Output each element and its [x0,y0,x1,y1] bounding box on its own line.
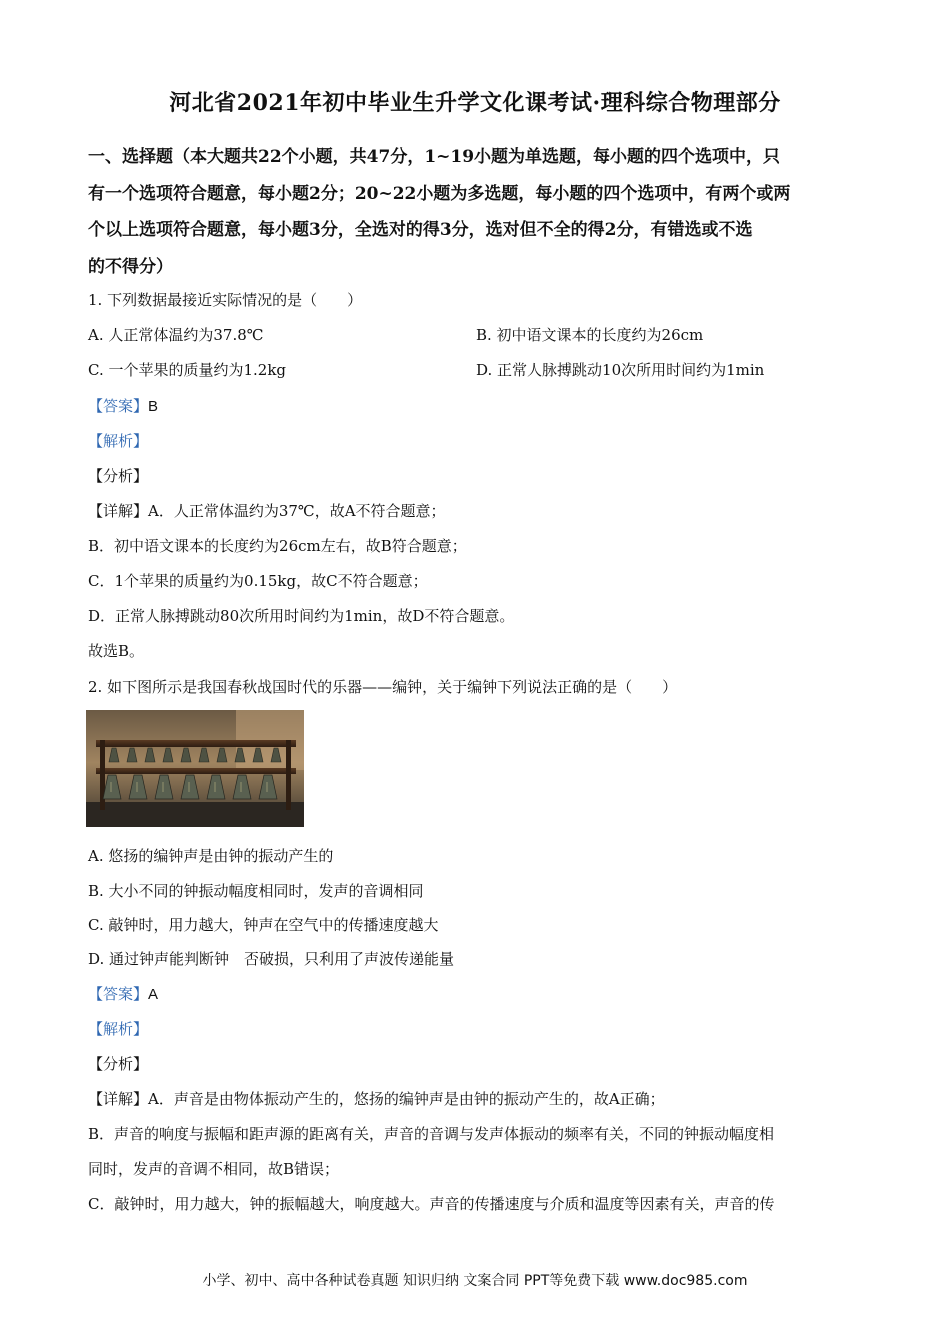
detail-line: B．初中语文课本的长度约为26cm左右，故B符合题意； [88,537,467,555]
section-header-line: 一、选择题（本大题共22个小题，共47分，1~19小题为单选题，每小题的四个选项中，只 [88,147,781,167]
detail-line: B．声音的响度与振幅和距声源的距离有关，声音的音调与发声体振动的频率有关，不同的钟振动幅度相 [88,1125,775,1143]
answer-tag: 【答案】 [88,398,149,415]
detail-line: C．1个苹果的质量约为0.15kg，故C不符合题意； [88,572,428,590]
bianzhong-image [86,710,304,827]
bianzhong-photo [86,710,304,827]
page-title: 河北省2021年初中毕业生升学文化课考试·理科综合物理部分 [169,90,781,116]
option-b: B. 初中语文课本的长度约为26cm [476,326,704,344]
fenxi-tag: 【分析】 [88,1055,149,1073]
answer-value: B [148,398,159,415]
fenxi-tag: 【分析】 [88,467,149,485]
answer-value: A [148,986,159,1003]
detail-line: 故选B。 [88,642,145,660]
question-stem: 1. 下列数据最接近实际情况的是（ ） [88,291,363,309]
option-a: A. 人正常体温约为37.8℃ [88,326,264,344]
option-d: D. 正常人脉搏跳动10次所用时间约为1min [476,361,765,379]
option-a: A. 悠扬的编钟声是由钟的振动产生的 [88,847,334,865]
option-c: C. 敲钟时，用力越大，钟声在空气中的传播速度越大 [88,916,439,934]
analysis-tag: 【解析】 [88,1021,149,1038]
detail-line: 【详解】A．人正常体温约为37℃，故A不符合题意； [88,502,446,520]
section-header-line: 个以上选项符合题意，每小题3分，全选对的得3分，选对但不全的得2分，有错选或不选 [88,220,753,240]
detail-line: 同时，发声的音调不相同，故B错误； [88,1160,340,1178]
section-header-line: 有一个选项符合题意，每小题2分；20~22小题为多选题，每小题的四个选项中，有两个或两 [88,184,791,204]
option-b: B. 大小不同的钟振动幅度相同时，发声的音调相同 [88,882,424,900]
answer-line [88,983,158,1004]
analysis-tag: 【解析】 [88,433,149,450]
question-stem: 2. 如下图所示是我国春秋战国时代的乐器——编钟，关于编钟下列说法正确的是（ ） [88,678,678,696]
detail-line: 【详解】A．声音是由物体振动产生的，悠扬的编钟声是由钟的振动产生的，故A正确； [88,1090,665,1108]
answer-line [88,395,158,416]
option-c: C. 一个苹果的质量约为1.2kg [88,361,287,379]
detail-line: C．敲钟时，用力越大，钟的振幅越大，响度越大。声音的传播速度与介质和温度等因素有关，声音的传 [88,1195,775,1213]
detail-line: D．正常人脉搏跳动80次所用时间约为1min，故D不符合题意。 [88,607,515,625]
section-header-line: 的不得分） [88,257,173,277]
footer-link[interactable]: 小学、初中、高中各种试卷真题 知识归纳 文案合同 PPT等免费下载 www.doc985.com [202,1273,748,1289]
option-d: D. 通过钟声能判断钟 否破损，只利用了声波传递能量 [88,950,455,968]
answer-tag: 【答案】 [88,986,149,1003]
